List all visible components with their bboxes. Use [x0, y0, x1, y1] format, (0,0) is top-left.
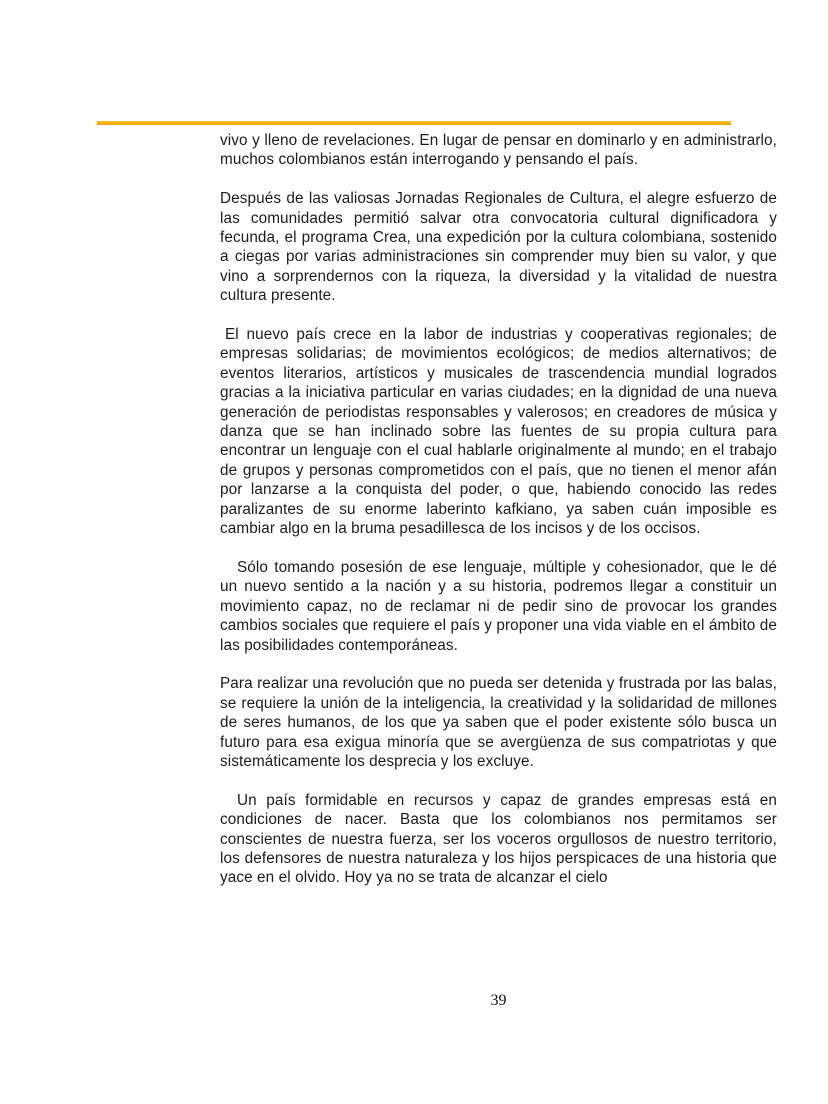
- body-text: [220, 131, 777, 907]
- paragraph-5: Para realizar una revolución que no pueda ser detenida y frustrada por las balas, se requiere la unión de la inteligencia, la creatividad y la solidaridad de millones de seres humanos, de los que ya saben que el poder existente sólo busca un futuro para esa exigua minoría que se avergüenza de sus compatriotas y que sistemáticamente los desprecia y los excluye.: [220, 675, 777, 770]
- paragraph-6: Un país formidable en recursos y capaz de grandes empresas está en condiciones de nacer. Basta que los colombianos nos permitamos ser conscientes de nuestra fuerza, ser los voceros orgullosos de nuestro territorio, los defensores de nuestra naturaleza y los hijos perspicaces de una historia que yace en el olvido. Hoy ya no se trata de alcanzar el cielo: [220, 791, 777, 887]
- paragraph-1: vivo y lleno de revelaciones. En lugar de pensar en dominarlo y en administrarlo, muchos colombianos están interrogando y pensando el país.: [220, 132, 777, 169]
- paragraph-4: Sólo tomando posesión de ese lenguaje, múltiple y cohesionador, que le dé un nuevo sentido a la nación y a su historia, podremos llegar a constituir un movimiento capaz, no de reclamar ni de pedir sino de provocar los grandes cambios sociales que requiere el país y proponer una vida viable en el ámbito de las posibilidades contemporáneas.: [220, 558, 777, 654]
- page-number: 39: [490, 992, 507, 1009]
- paragraph-2: Después de las valiosas Jornadas Regionales de Cultura, el alegre esfuerzo de las comunidades permitió salvar otra convocatoria cultural dignificadora y fecunda, el programa Crea, una expedición por la cultura colombiana, sostenido a ciegas por varias administraciones sin comprender muy bien su valor, y que vino a sorprendernos con la riqueza, la diversidad y la vitalidad de nuestra cultura presente.: [220, 190, 777, 305]
- paragraph-3: El nuevo país crece en la labor de industrias y cooperativas regionales; de empresas solidarias; de movimientos ecológicos; de medios alternativos; de eventos literarios, artísticos y musicales de trascendencia mundial logrados gracias a la iniciativa particular en varias ciudades; en la dignidad de una nueva generación de periodistas responsables y valerosos; en creadores de música y danza que se han inclinado sobre las fuentes de su propia cultura para encontrar un lenguaje con el cual hablarle originalmente al mundo; en el trabajo de grupos y personas comprometidos con el país, que no tienen el menor afán por lanzarse a la conquista del poder, o que, habiendo conocido las redes paralizantes de su enorme laberinto kafkiano, ya saben cuán imposible es cambiar algo en la bruma pesadillesca de los incisos y de los occisos.: [220, 326, 777, 538]
- header-rule: [97, 121, 731, 125]
